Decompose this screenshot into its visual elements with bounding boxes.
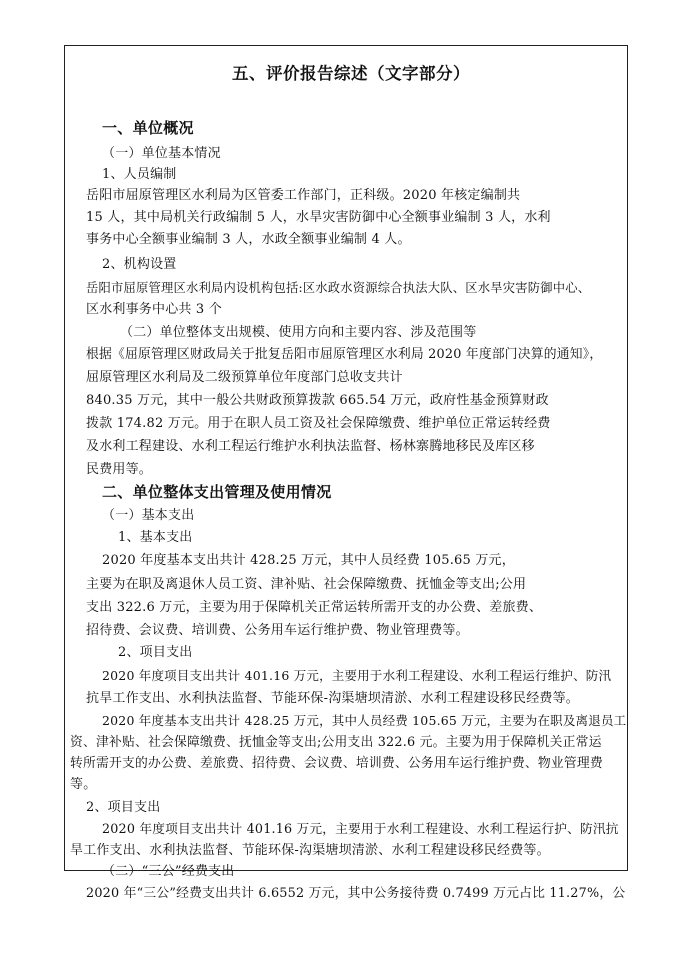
paragraph-line: 岳阳市屈原管理区水利局内设机构包括:区水政水资源综合执法大队、区水旱灾害防御中心、 xyxy=(86,281,591,295)
subsection-heading: （一）基本支出 xyxy=(102,508,195,523)
paragraph-line: 主要为在职及离退休人员工资、津补贴、社会保障缴费、抚恤金等支出;公用 xyxy=(86,577,527,592)
paragraph-line: 2020 年度项目支出共计 401.16 万元，主要用于水利工程建设、水利工程运行护、防汛抗 xyxy=(102,821,619,836)
paragraph-line: 支出 322.6 万元，主要为用于保障机关正常运转所需开支的办公费、差旅费、 xyxy=(86,600,543,615)
paragraph-line: 等。 xyxy=(70,777,97,792)
report-title: 五、评价报告综述（文字部分） xyxy=(232,64,470,83)
section-heading-expenditure-management: 二、单位整体支出管理及使用情况 xyxy=(102,483,332,501)
item-heading: 2、项目支出 xyxy=(86,800,161,815)
paragraph-line: 2020 年度基本支出共计 428.25 万元，其中人员经费 105.65 万元， xyxy=(102,553,515,568)
paragraph-line: 2020 年“三公”经费支出共计 6.6552 万元，其中公务接待费 0.7499 万元占比 11.27%，公 xyxy=(86,886,626,901)
paragraph-line: 屈原管理区水利局及二级预算单位年度部门总收支共计 xyxy=(86,370,403,385)
paragraph-line: 840.35 万元，其中一般公共财政预算拨款 665.54 万元，政府性基金预算财政 xyxy=(86,393,549,408)
paragraph-line: 招待费、会议费、培训费、公务用车运行维护费、物业管理费等。 xyxy=(86,623,469,638)
subsection-heading: （二）单位整体支出规模、使用方向和主要内容、涉及范围等 xyxy=(120,325,477,340)
paragraph-line: 旱工作支出、水利执法监督、节能环保-沟渠塘坝清淤、水利工程建设移民经费等。 xyxy=(70,843,550,858)
subsection-heading: （一）单位基本情况 xyxy=(102,146,221,161)
paragraph-line: 拨款 174.82 万元。用于在职人员工资及社会保障缴费、维护单位正常运转经费 xyxy=(86,416,551,431)
paragraph-line: 15 人，其中局机关行政编制 5 人，水旱灾害防御中心全额事业编制 3 人，水利 xyxy=(86,210,551,225)
item-heading: 2、机构设置 xyxy=(102,257,177,272)
paragraph-line: 抗旱工作支出、水利执法监督、节能环保-沟渠塘坝清淤、水利工程建设移民经费等。 xyxy=(86,691,579,706)
item-heading: 1、人员编制 xyxy=(102,167,177,182)
item-heading: 2、项目支出 xyxy=(118,645,193,660)
paragraph-line: 根据《屈原管理区财政局关于批复岳阳市屈原管理区水利局 2020 年度部门决算的通知》， xyxy=(86,347,603,362)
subsection-heading: （二）“三公”经费支出 xyxy=(102,864,235,879)
paragraph-line: 岳阳市屈原管理区水利局为区管委工作部门，正科级。2020 年核定编制共 xyxy=(86,188,521,203)
paragraph-line: 区水利事务中心共 3 个 xyxy=(86,302,222,317)
item-heading: 1、基本支出 xyxy=(118,530,193,545)
paragraph-line: 2020 年度项目支出共计 401.16 万元，主要用于水利工程建设、水利工程运行维护、防汛 xyxy=(102,668,612,683)
paragraph-line: 及水利工程建设、水利工程运行维护水利执法监督、杨林寨腾地移民及库区移 xyxy=(86,439,535,454)
section-heading-unit-overview: 一、单位概况 xyxy=(102,119,194,137)
paragraph-line: 民费用等。 xyxy=(86,462,153,477)
paragraph-line: 转所需开支的办公费、差旅费、招待费、会议费、培训费、公务用车运行维护费、物业管理费 xyxy=(70,756,603,771)
paragraph-line: 事务中心全额事业编制 3 人，水政全额事业编制 4 人。 xyxy=(86,232,411,247)
paragraph-line: 资、津补贴、社会保障缴费、抚恤金等支出;公用支出 322.6 元。主要为用于保障机关正常运 xyxy=(70,735,602,750)
paragraph-line: 2020 年度基本支出共计 428.25 万元，其中人员经费 105.65 万元，主要为在职及离退员工 xyxy=(102,713,627,728)
